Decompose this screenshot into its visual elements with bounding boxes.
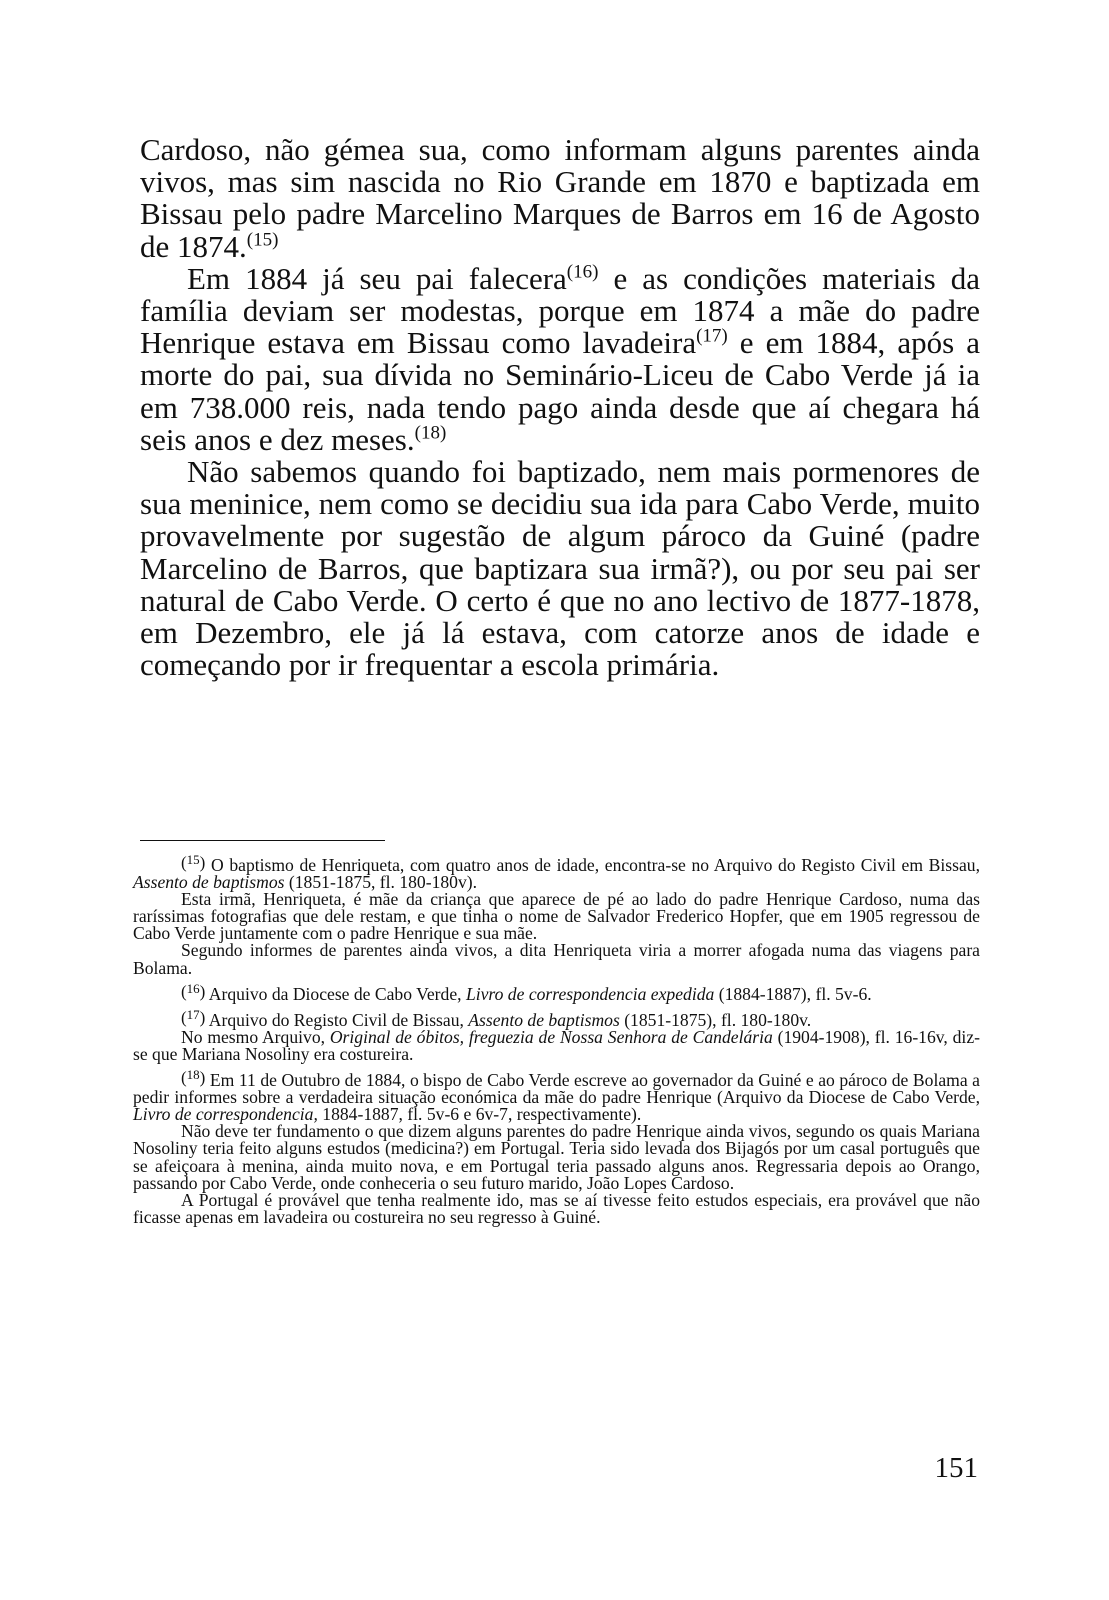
paragraph-2: Em 1884 já seu pai falecera$^{(16)}$ e as condições materiais da família deviam ser modestas, porque em 1874 a mãe do padre Henrique estava em Bissau como lavadeira$^{(17)}$ e em 1884, após a morte do pai, sua dívida no Seminário-Liceu de Cabo Verde já ia em 738.000 reis, nada tendo pago ainda desde que aí chegara há seis anos e dez meses.$^{(18)}$ [140,260,980,457]
footnote-17: ( $^{17}$ ) Arquivo do Registo Civil de Bissau, Assento de baptismos (1851-1875), fl. 180-180v. [133,1012,980,1029]
footnote-ref-17: (17) [696,325,728,347]
footnote-18: ( $^{18}$ ) Em 11 de Outubro de 1884, o bispo de Cabo Verde escreve ao governador da Guiné e ao pároco de Bolama a pedir informes sobre a verdadeira situação económica da mãe do padre Henrique (Arquivo da Diocese de Cabo Verde, Livro de correspondencia, 1884-1887, fl. 5v-6 e 6v-7, respectivamente). [133,1072,980,1123]
footnote-18-para-2: Não deve ter fundamento o que dizem alguns parentes do padre Henrique ainda vivos, segundo os quais Mariana Nosoliny teria feito alguns estudos (medicina?) em Portugal. Teria sido levada dos Bijagós por um casal português que se afeiçoara à menina, ainda muito nova, e em Portugal teria passado alguns anos. Regressaria depois ao Orango, passando por Cabo Verde, onde conheceria o seu futuro marido, João Lopes Cardoso. [133,1121,980,1193]
footnote-number: ( $^{17}$ ) [181,1007,205,1022]
footnote-18-para-3: A Portugal é provável que tenha realmente ido, mas se aí tivesse feito estudos especiais, era provável que não ficasse apenas em lavadeira ou costureira no seu regresso à Guiné. [133,1189,980,1227]
paragraph-3: Não sabemos quando foi baptizado, nem mais pormenores de sua meninice, nem como se decidiu sua ida para Cabo Verde, muito provavelmente por sugestão de algum pároco da Guiné (padre Marcelino de Barros, que baptizara sua irmã?), ou por seu pai ser natural de Cabo Verde. O certo é que no ano lectivo de 1877-1878, em Dezembro, ele já lá estava, com catorze anos de idade e começando por ir frequentar a escola primária. [140,454,980,683]
footnote-15-para-3: Segundo informes de parentes ainda vivos, a dita Henriqueta viria a morrer afogada numa das viagens para Bolama. [133,940,980,978]
page-number: 151 [934,1452,978,1484]
paragraph-1: Cardoso, não gémea sua, como informam alguns parentes ainda vivos, mas sim nascida no Rio Grande em 1870 e baptizada em Bissau pelo padre Marcelino Marques de Barros em 16 de Agosto de 1874.$^{(15)}$ [140,132,980,264]
footnote-15-para-2: Esta irmã, Henriqueta, é mãe da criança que aparece de pé ao lado do padre Henrique Cardoso, numa das raríssimas fotografias que dele restam, e que tinha o nome de Salvador Frederico Hopfer, que em 1905 regressou de Cabo Verde juntamente com o padre Henrique e sua mãe. [133,889,980,944]
footnote-ref-15: (15) [246,229,279,251]
footnote-16: ( $^{16}$ ) Arquivo da Diocese de Cabo Verde, Livro de correspondencia expedida (1884-1887), fl. 5v-6. [133,986,980,1003]
main-text [140,134,980,681]
footnote-15: ( $^{15}$ ) O baptismo de Henriqueta, com quatro anos de idade, encontra-se no Arquivo do Registo Civil em Bissau, Assento de baptismos (1851-1875, fl. 180-180v). [133,857,980,891]
footnote-number: ( $^{16}$ ) [181,981,205,996]
footnote-number: ( $^{18}$ ) [181,1067,205,1082]
footnote-17-para-2: No mesmo Arquivo, Original de óbitos, freguezia de Nossa Senhora de Candelária (1904-1908), fl. 16-16v, diz-se que Mariana Nosoliny era costureira. [133,1026,980,1064]
footnote-ref-16: (16) [566,261,599,283]
footnote-ref-18: (18) [414,422,447,444]
footnotes [133,852,980,1227]
footnote-number: ( $^{15}$ ) [181,852,205,867]
footnote-separator [140,840,385,841]
